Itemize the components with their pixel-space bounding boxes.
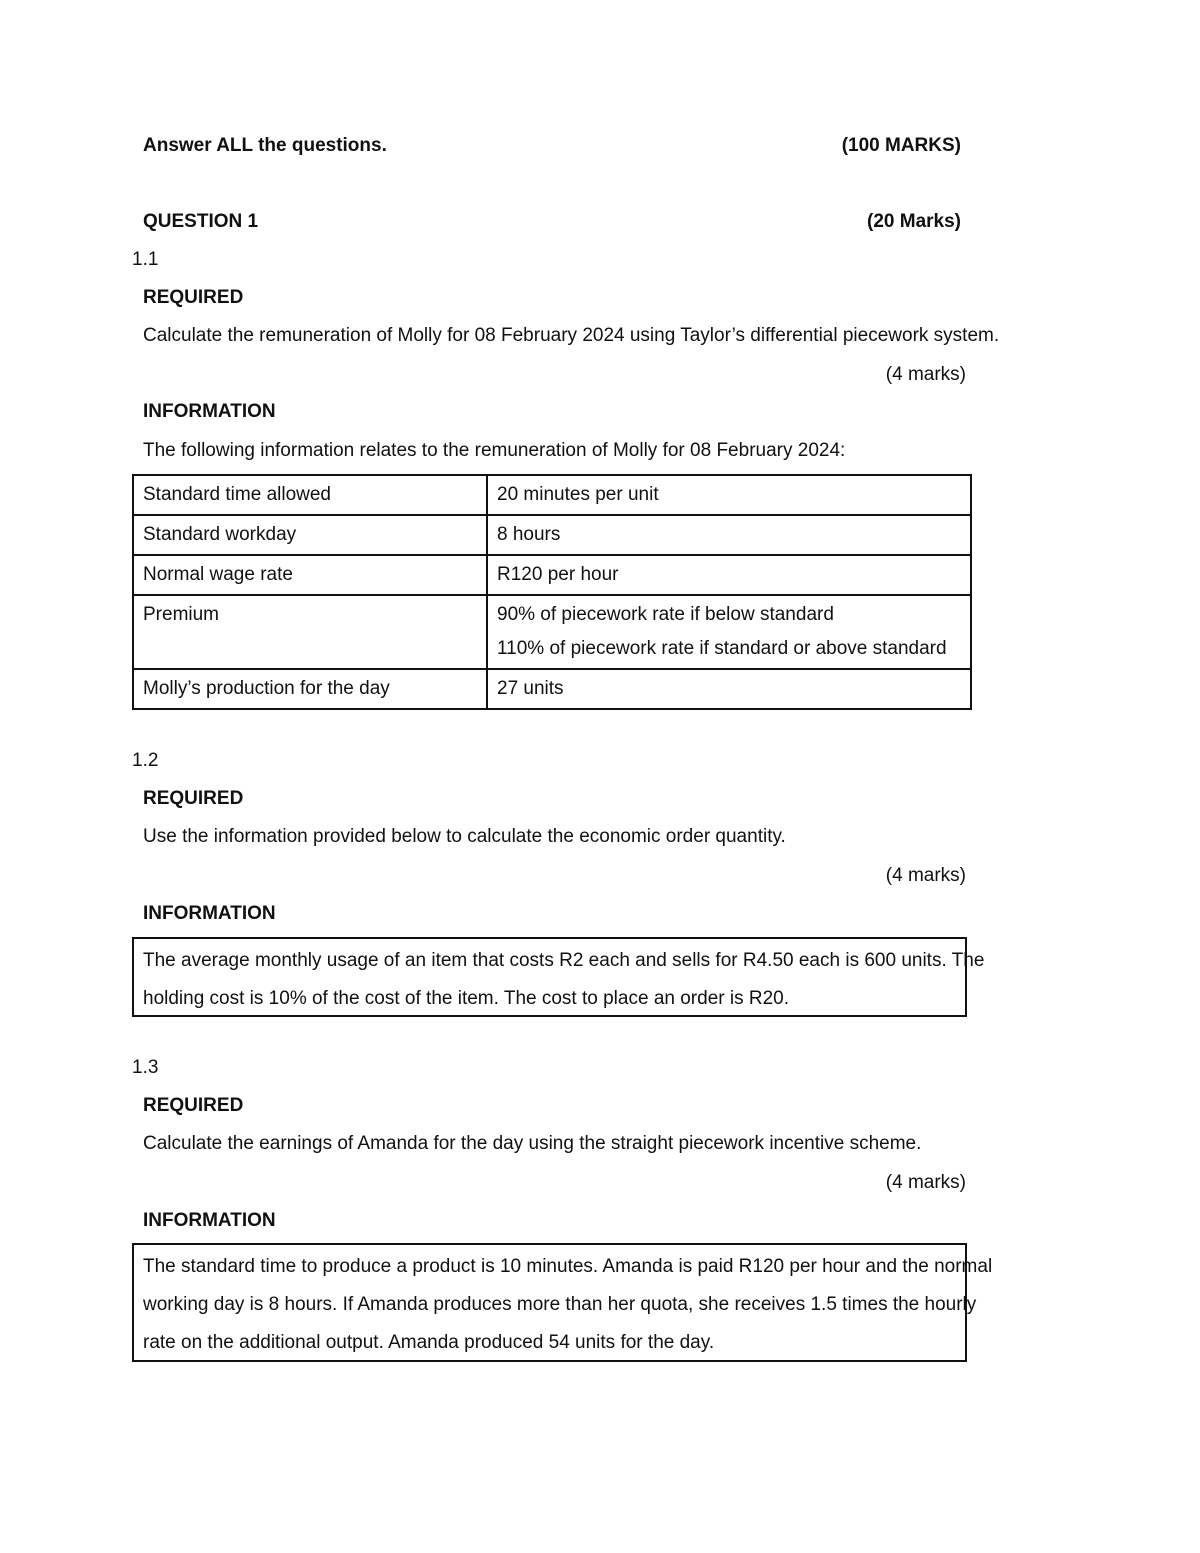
subquestion-1-2-information-heading: INFORMATION — [143, 903, 276, 924]
eoq-info-line: holding cost is 10% of the cost of the item. The cost to place an order is R20. — [143, 988, 789, 1009]
table-row — [133, 555, 971, 595]
question-1-marks: (20 Marks) — [867, 211, 961, 232]
subquestion-1-3-required-text: Calculate the earnings of Amanda for the day using the straight piecework incentive scheme. — [143, 1133, 922, 1154]
table-row — [133, 475, 971, 515]
subquestion-1-1-information-heading: INFORMATION — [143, 401, 276, 422]
question-1-title: QUESTION 1 — [143, 211, 259, 232]
table-row — [133, 515, 971, 555]
subquestion-1-1-marks: (4 marks) — [885, 364, 966, 385]
premium-above-standard: 110% of piecework rate if standard or above standard — [497, 638, 947, 659]
total-marks: (100 MARKS) — [841, 135, 961, 156]
table-row — [133, 595, 971, 669]
instruction-text: Answer ALL the questions. — [143, 135, 387, 156]
table-cell-value: R120 per hour — [487, 555, 971, 595]
subquestion-1-3-information-heading: INFORMATION — [143, 1210, 276, 1231]
subquestion-1-3-number: 1.3 — [132, 1057, 159, 1078]
amanda-info-line: working day is 8 hours. If Amanda produces more than her quota, she receives 1.5 times the hourly — [143, 1294, 977, 1315]
subquestion-1-2-number: 1.2 — [132, 750, 159, 771]
subquestion-1-3-required-heading: REQUIRED — [143, 1095, 244, 1116]
premium-below-standard: 90% of piecework rate if below standard — [497, 604, 834, 625]
subquestion-1-1-required-text: Calculate the remuneration of Molly for 08 February 2024 using Taylor’s differential piecework system. — [143, 325, 1000, 346]
table-cell-label: Standard workday — [133, 515, 487, 555]
table-cell-label: Normal wage rate — [133, 555, 487, 595]
amanda-info-line: The standard time to produce a product is 10 minutes. Amanda is paid R120 per hour and the normal — [143, 1256, 993, 1277]
subquestion-1-3-marks: (4 marks) — [885, 1172, 966, 1193]
subquestion-1-1-number: 1.1 — [132, 249, 159, 270]
amanda-information-box — [132, 1243, 993, 1362]
table-cell-value — [487, 595, 971, 669]
table-cell-value: 20 minutes per unit — [487, 475, 971, 515]
table-row — [133, 669, 971, 709]
eoq-information-box — [132, 937, 985, 1017]
subquestion-1-2-marks: (4 marks) — [885, 865, 966, 886]
amanda-info-line: rate on the additional output. Amanda produced 54 units for the day. — [143, 1332, 715, 1353]
subquestion-1-2-required-text: Use the information provided below to calculate the economic order quantity. — [143, 826, 786, 847]
eoq-info-line: The average monthly usage of an item that costs R2 each and sells for R4.50 each is 600 units. The — [143, 950, 985, 971]
table-cell-label: Premium — [133, 595, 487, 669]
table-cell-label: Standard time allowed — [133, 475, 487, 515]
subquestion-1-1-information-intro: The following information relates to the remuneration of Molly for 08 February 2024: — [143, 440, 846, 461]
molly-information-table — [132, 474, 972, 710]
table-cell-label: Molly’s production for the day — [133, 669, 487, 709]
subquestion-1-1-required-heading: REQUIRED — [143, 287, 244, 308]
table-cell-value: 8 hours — [487, 515, 971, 555]
table-cell-value: 27 units — [487, 669, 971, 709]
subquestion-1-2-required-heading: REQUIRED — [143, 788, 244, 809]
